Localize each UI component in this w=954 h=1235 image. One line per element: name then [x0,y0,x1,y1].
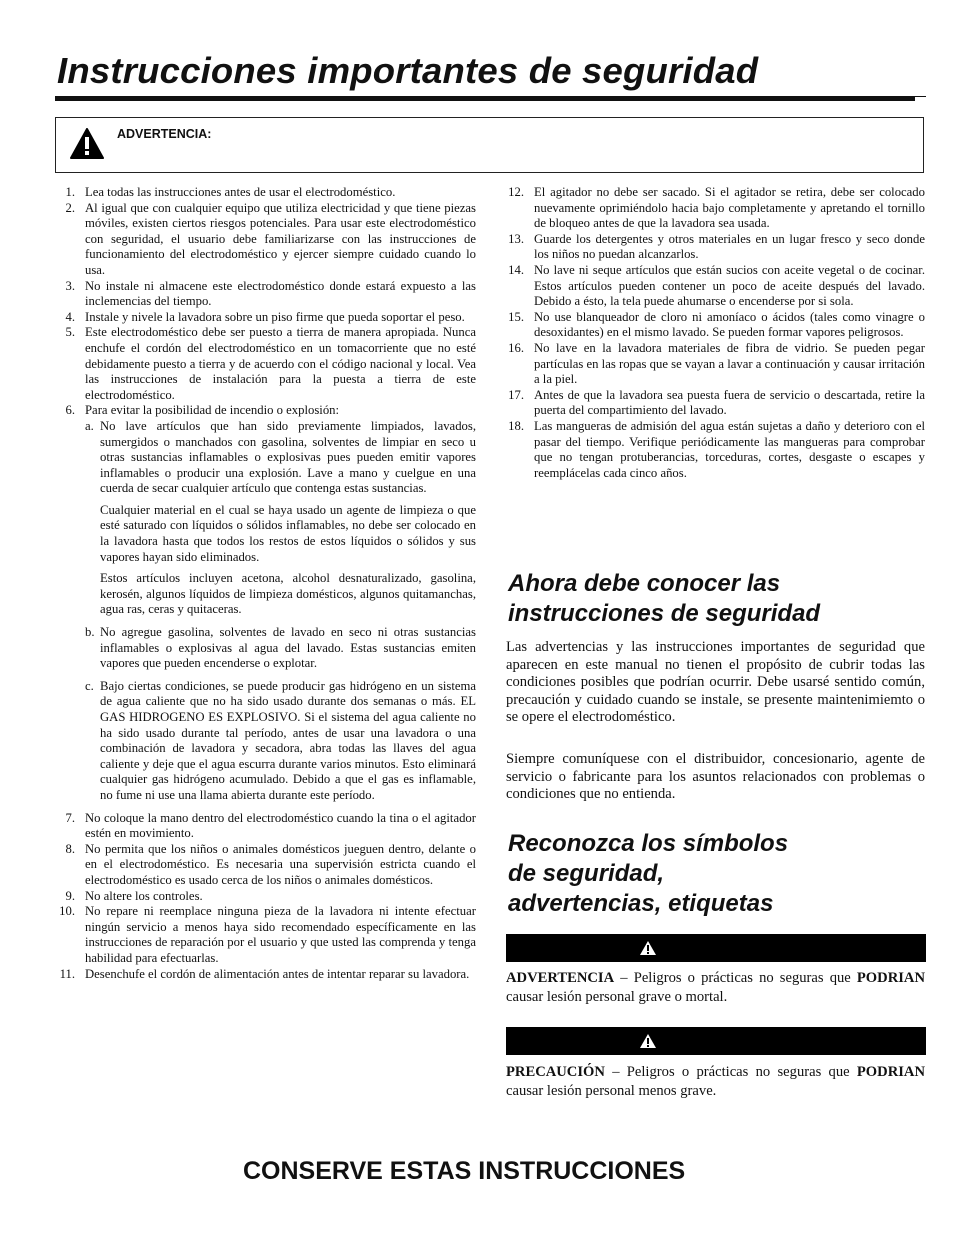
list-item: 16. No lave en la lavadora materiales de fibra de vidrio. Se pueden pegar partículas en las ropas que se vayan a lavar a continuación y causar irritación a la piel. [508,340,925,387]
warning-box [55,117,924,173]
list-item: 3. No instale ni almacene este electrodoméstico donde estará expuesto a las inclemencias del tiempo. [65,278,476,309]
title-rule-extension [915,96,926,97]
list-item: 2. Al igual que con cualquier equipo que utiliza electricidad y que tiene piezas móviles, existen ciertos riesgos potenciales. Para usar este electrodoméstico con seguridad, el usuario debe familiarizarse con las instrucciones de funcionamiento del electrodoméstico y ejercer siempre cuidado cuando lo usa. [65,200,476,277]
list-item: 10. No repare ni reemplace ninguna pieza de la lavadora ni intente efectuar ningún servicio a menos haya sido recomendado específicamente en las instrucciones de reparación por el usuario y que usted las comprenda y tenga habilidad para efectuarlas. [59,904,476,965]
sub-item-b: b. No agregue gasolina, solventes de lavado en seco ni otras sustancias inflamables o explosivas al agua del lavado. Estas sustancias emiten vapores que pueden encenderse o explotar. [85,625,476,671]
section-paragraph: Siempre comuníquese con el distribuidor, concesionario, agente de servicio o fabricante para los asuntos relacionados con problemas o condiciones que no entienda. [506,751,925,803]
list-item: 18. Las mangueras de admisión del agua están sujetas a daño y deterioro con el pasar del tiempo. Verifique periódicamente las mangueras para comprobar que no tengan protuberancias, torceduras, cortes, desgaste o escapes y reemplácelas cada cinco años. [508,418,925,480]
list-item: 1. Lea todas las instrucciones antes de usar el electrodoméstico. [65,185,396,199]
list-item: 5. Este electrodoméstico debe ser puesto a tierra de manera apropiada. Nunca enchufe el cordón del electrodoméstico en un tomacorriente que no esté debidamente puesto a tierra y de acuerdo con el código nacional y local. Vea las instrucciones de instalación para la puesta a tierra de este electrodoméstico. [65,325,476,402]
title-rule [55,96,915,101]
sub-item-c: c. Bajo ciertas condiciones, se puede producir gas hidrógeno en un sistema de agua caliente que no ha sido usado durante dos semanas o más. EL GAS HIDROGENO ES EXPLOSIVO. Si el sistema del agua caliente no ha sido usado durante tal período, antes de usar una lavadora o una combinación de lavadora y secadora, abra todas las llaves del agua caliente y deje que el agua escurra durante varios minutos. Esto eliminará cualquier gas hidrógeno acumulado. Debido a que el gas es inflamable, no fume ni use una llama abierta durante este período. [85,678,476,802]
list-item: 14. No lave ni seque artículos que están sucios con aceite vegetal o de cocinar. Estos artículos pueden contener un poco de aceite después del lavado. Debido a ésto, la tela puede ahumarse o encenderse por si sola. [508,262,925,309]
right-instruction-list [506,185,925,481]
list-item: 11. Desenchufe el cordón de alimentación antes de intentar reparar su lavadora. [59,966,470,981]
list-item: 12. El agitador no debe ser sacado. Si el agitador se retira, debe ser colocado nuevamente oprimiéndolo hacia bajo completamente y apretando el tornillo de bloqueo antes de que la lavadora sea usada. [508,185,925,231]
sub-item-a-paragraph: Estos artículos incluyen acetona, alcohol desnaturalizado, gasolina, kerosén, algunos líquidos de limpieza domésticos, algunos quitamanchas, agua ras, ceras y quitaceras. [100,571,476,617]
list-item: 7. No coloque la mano dentro del electrodoméstico cuando la tina o el agitador estén en movimiento. [65,810,476,841]
warning-box-label: ADVERTENCIA: [117,127,212,141]
caution-signal-bar [506,1027,926,1055]
warning-triangle-icon [639,940,657,956]
list-item: 17. Antes de que la lavadora sea puesta fuera de servicio o descartada, retire la puerta del compartimiento del lavado. [508,387,925,418]
left-instruction-list [57,185,476,982]
list-item: 6. Para evitar la posibilidad de incendio o explosión: [65,403,340,418]
section-paragraph: Las advertencias y las instrucciones importantes de seguridad que aparecen en este manual no tienen el propósito de cubrir todas las condiciones posibles que podrían ocurrir. Debe usarsé sentido común, precaución y cuidado cuando se instale, se presente maintenimiemto o se opere el electrodoméstico. [506,639,925,726]
warning-triangle-icon [639,1033,657,1049]
sub-item-a: a. No lave artículos que han sido previamente limpiados, lavados, sumergidos o manchados con gasolina, solventes de limpiar en seco u otras sustancias inflamables o explosivas pues pueden emitir vapores inflamables o producir una explosión. Lave a mano y cuelgue en una cuerda de secar cualquier artículo que contenga estas sustancias. [85,418,476,496]
warning-triangle-icon [70,128,104,159]
footer-save-instructions: CONSERVE ESTAS INSTRUCCIONES [243,1157,686,1185]
list-item: 9. No altere los controles. [65,888,203,903]
section-heading-symbols: Reconozca los símbolos de seguridad, advertencias, etiquetas [508,830,789,917]
list-item: 8. No permita que los niños o animales domésticos jueguen dentro, delante o en el electrodoméstico. Es necesaria una supervisión estricta cuando el electrodoméstico es usado cerca de los niños o animales domésticos. [65,841,476,887]
list-item: 4. Instale y nivele la lavadora sobre un piso firme que pueda soportar el peso. [65,309,465,324]
page-title: Instrucciones importantes de seguridad [57,50,759,91]
warning-definition: ADVERTENCIA – Peligros o prácticas no seguras que PODRIAN causar lesión personal grave o mortal. [506,970,925,1005]
list-item: 15. No use blanqueador de cloro ni amoníaco o ácidos (tales como vinagre o desoxidantes) en el mismo lavado. Se pueden formar vapores peligrosos. [508,309,925,340]
sub-item-a-paragraph: Cualquier material en el cual se haya usado un agente de limpieza o que esté saturado con líquidos o sólidos inflamables, no debe ser colocado en la lavadora hasta que todos los restos de estos líquidos o sólidos y sus vapores hayan sido eliminados. [100,502,476,564]
list-item: 13. Guarde los detergentes y otros materiales en un lugar fresco y seco donde los niños no puedan alcanzarlos. [508,231,925,262]
section-heading-knowledge: Ahora debe conocer las instrucciones de seguridad [508,570,821,627]
warning-signal-bar [506,934,926,962]
caution-definition: PRECAUCIÓN – Peligros o prácticas no seguras que PODRIAN causar lesión personal menos grave. [506,1064,925,1099]
